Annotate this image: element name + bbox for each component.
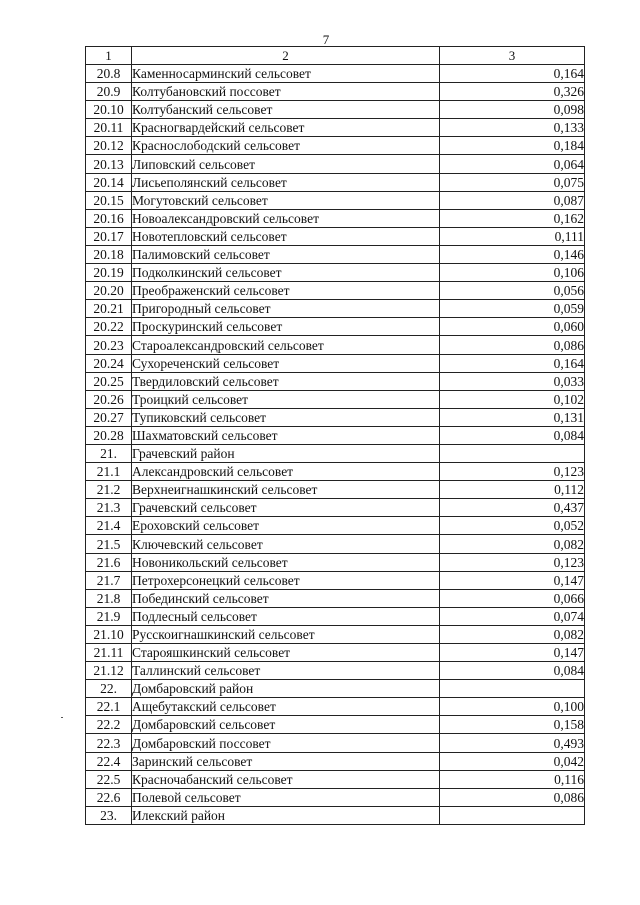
table-row bbox=[86, 589, 585, 607]
settlement-name: Таллинский сельсовет bbox=[132, 662, 440, 680]
settlement-name: Пригородный сельсовет bbox=[132, 300, 440, 318]
row-number: 21.2 bbox=[86, 481, 132, 499]
table-body bbox=[86, 47, 585, 825]
table-row bbox=[86, 372, 585, 390]
row-value: 0,084 bbox=[440, 426, 585, 444]
row-number: 22.4 bbox=[86, 752, 132, 770]
row-number: 20.20 bbox=[86, 282, 132, 300]
row-value: 0,059 bbox=[440, 300, 585, 318]
settlement-name: Тупиковский сельсовет bbox=[132, 408, 440, 426]
row-number: 21.7 bbox=[86, 571, 132, 589]
settlement-name: Грачевский сельсовет bbox=[132, 499, 440, 517]
table-row bbox=[86, 227, 585, 245]
row-value: 0,102 bbox=[440, 390, 585, 408]
header-col-3: 3 bbox=[440, 47, 585, 65]
row-number: 20.16 bbox=[86, 209, 132, 227]
row-value: 0,033 bbox=[440, 372, 585, 390]
row-value: 0,060 bbox=[440, 318, 585, 336]
table-row bbox=[86, 101, 585, 119]
table-row bbox=[86, 318, 585, 336]
row-number: 21.10 bbox=[86, 625, 132, 643]
row-number: 20.25 bbox=[86, 372, 132, 390]
row-number: 20.23 bbox=[86, 336, 132, 354]
row-value: 0,133 bbox=[440, 119, 585, 137]
settlement-name: Домбаровский сельсовет bbox=[132, 716, 440, 734]
table-row bbox=[86, 517, 585, 535]
settlement-name: Каменносарминский сельсовет bbox=[132, 65, 440, 83]
row-number: 20.27 bbox=[86, 408, 132, 426]
row-number: 22.2 bbox=[86, 716, 132, 734]
settlement-name: Заринский сельсовет bbox=[132, 752, 440, 770]
table-row bbox=[86, 336, 585, 354]
table-row bbox=[86, 209, 585, 227]
table-row bbox=[86, 83, 585, 101]
row-value: 0,084 bbox=[440, 662, 585, 680]
row-number: 21.9 bbox=[86, 607, 132, 625]
settlement-name: Проскуринский сельсовет bbox=[132, 318, 440, 336]
table-row bbox=[86, 300, 585, 318]
table-row bbox=[86, 191, 585, 209]
table-section-row bbox=[86, 444, 585, 462]
row-number: 20.19 bbox=[86, 264, 132, 282]
row-number: 20.11 bbox=[86, 119, 132, 137]
settlement-name: Лисьеполянский сельсовет bbox=[132, 173, 440, 191]
row-value bbox=[440, 806, 585, 824]
row-number: 21.4 bbox=[86, 517, 132, 535]
row-value: 0,147 bbox=[440, 571, 585, 589]
table-row bbox=[86, 734, 585, 752]
table-row bbox=[86, 65, 585, 83]
row-value bbox=[440, 444, 585, 462]
table-row bbox=[86, 173, 585, 191]
row-number: 20.17 bbox=[86, 227, 132, 245]
row-number: 21.3 bbox=[86, 499, 132, 517]
row-value: 0,493 bbox=[440, 734, 585, 752]
settlement-name: Новотепловский сельсовет bbox=[132, 227, 440, 245]
table-row bbox=[86, 644, 585, 662]
table-row bbox=[86, 426, 585, 444]
allocation-table bbox=[85, 46, 585, 825]
settlement-name: Подлесный сельсовет bbox=[132, 607, 440, 625]
row-value: 0,147 bbox=[440, 644, 585, 662]
row-value bbox=[440, 680, 585, 698]
settlement-name: Побединский сельсовет bbox=[132, 589, 440, 607]
row-value: 0,326 bbox=[440, 83, 585, 101]
row-number: 20.18 bbox=[86, 245, 132, 263]
table-row bbox=[86, 571, 585, 589]
table-section-row bbox=[86, 806, 585, 824]
table-row bbox=[86, 553, 585, 571]
table-row bbox=[86, 137, 585, 155]
row-value: 0,164 bbox=[440, 354, 585, 372]
settlement-name: Троицкий сельсовет bbox=[132, 390, 440, 408]
row-value: 0,082 bbox=[440, 535, 585, 553]
table-row bbox=[86, 535, 585, 553]
row-number: 20.21 bbox=[86, 300, 132, 318]
settlement-name: Новоникольский сельсовет bbox=[132, 553, 440, 571]
table-row bbox=[86, 119, 585, 137]
row-number: 21.1 bbox=[86, 463, 132, 481]
row-number: 22.1 bbox=[86, 698, 132, 716]
table-row bbox=[86, 752, 585, 770]
settlement-name: Преображенский сельсовет bbox=[132, 282, 440, 300]
row-value: 0,123 bbox=[440, 463, 585, 481]
row-value: 0,087 bbox=[440, 191, 585, 209]
settlement-name: Подколкинский сельсовет bbox=[132, 264, 440, 282]
row-number: 20.10 bbox=[86, 101, 132, 119]
row-value: 0,111 bbox=[440, 227, 585, 245]
table-row bbox=[86, 607, 585, 625]
header-col-2: 2 bbox=[132, 47, 440, 65]
settlement-name: Краснослободский сельсовет bbox=[132, 137, 440, 155]
table-row bbox=[86, 155, 585, 173]
table-section-row bbox=[86, 680, 585, 698]
settlement-name: Сухореченский сельсовет bbox=[132, 354, 440, 372]
row-number: 20.22 bbox=[86, 318, 132, 336]
settlement-name: Домбаровский поссовет bbox=[132, 734, 440, 752]
settlement-name: Верхнеигнашкинский сельсовет bbox=[132, 481, 440, 499]
settlement-name: Ключевский сельсовет bbox=[132, 535, 440, 553]
settlement-name: Могутовский сельсовет bbox=[132, 191, 440, 209]
row-value: 0,112 bbox=[440, 481, 585, 499]
header-col-1: 1 bbox=[86, 47, 132, 65]
row-value: 0,158 bbox=[440, 716, 585, 734]
table-header-row bbox=[86, 47, 585, 65]
table-row bbox=[86, 625, 585, 643]
margin-mark bbox=[61, 717, 63, 718]
row-value: 0,100 bbox=[440, 698, 585, 716]
row-number: 20.24 bbox=[86, 354, 132, 372]
settlement-name: Ащебутакский сельсовет bbox=[132, 698, 440, 716]
settlement-name: Староалександровский сельсовет bbox=[132, 336, 440, 354]
row-value: 0,164 bbox=[440, 65, 585, 83]
table-row bbox=[86, 770, 585, 788]
row-number: 20.9 bbox=[86, 83, 132, 101]
settlement-name: Русскоигнашкинский сельсовет bbox=[132, 625, 440, 643]
settlement-name: Шахматовский сельсовет bbox=[132, 426, 440, 444]
row-value: 0,082 bbox=[440, 625, 585, 643]
table-row bbox=[86, 716, 585, 734]
row-number: 23. bbox=[86, 806, 132, 824]
row-value: 0,116 bbox=[440, 770, 585, 788]
settlement-name: Колтубанский сельсовет bbox=[132, 101, 440, 119]
settlement-name: Твердиловский сельсовет bbox=[132, 372, 440, 390]
row-number: 22.3 bbox=[86, 734, 132, 752]
row-number: 20.12 bbox=[86, 137, 132, 155]
settlement-name: Полевой сельсовет bbox=[132, 788, 440, 806]
row-value: 0,123 bbox=[440, 553, 585, 571]
table-row bbox=[86, 354, 585, 372]
table-row bbox=[86, 481, 585, 499]
row-number: 20.8 bbox=[86, 65, 132, 83]
row-value: 0,075 bbox=[440, 173, 585, 191]
row-value: 0,098 bbox=[440, 101, 585, 119]
row-number: 20.26 bbox=[86, 390, 132, 408]
district-name: Грачевский район bbox=[132, 444, 440, 462]
row-value: 0,074 bbox=[440, 607, 585, 625]
row-value: 0,146 bbox=[440, 245, 585, 263]
row-number: 22.5 bbox=[86, 770, 132, 788]
row-value: 0,064 bbox=[440, 155, 585, 173]
table-row bbox=[86, 264, 585, 282]
row-value: 0,086 bbox=[440, 336, 585, 354]
row-value: 0,131 bbox=[440, 408, 585, 426]
row-value: 0,086 bbox=[440, 788, 585, 806]
settlement-name: Колтубановский поссовет bbox=[132, 83, 440, 101]
settlement-name: Новоалександровский сельсовет bbox=[132, 209, 440, 227]
row-number: 21.11 bbox=[86, 644, 132, 662]
table-row bbox=[86, 788, 585, 806]
row-value: 0,184 bbox=[440, 137, 585, 155]
row-number: 20.14 bbox=[86, 173, 132, 191]
table-row bbox=[86, 408, 585, 426]
row-value: 0,106 bbox=[440, 264, 585, 282]
settlement-name: Липовский сельсовет bbox=[132, 155, 440, 173]
settlement-name: Красночабанский сельсовет bbox=[132, 770, 440, 788]
settlement-name: Ероховский сельсовет bbox=[132, 517, 440, 535]
row-number: 20.28 bbox=[86, 426, 132, 444]
row-value: 0,052 bbox=[440, 517, 585, 535]
row-number: 20.15 bbox=[86, 191, 132, 209]
row-number: 20.13 bbox=[86, 155, 132, 173]
table-row bbox=[86, 390, 585, 408]
settlement-name: Петрохерсонецкий сельсовет bbox=[132, 571, 440, 589]
row-number: 21.6 bbox=[86, 553, 132, 571]
settlement-name: Красногвардейский сельсовет bbox=[132, 119, 440, 137]
row-number: 22.6 bbox=[86, 788, 132, 806]
settlement-name: Старояшкинский сельсовет bbox=[132, 644, 440, 662]
settlement-name: Александровский сельсовет bbox=[132, 463, 440, 481]
settlement-name: Палимовский сельсовет bbox=[132, 245, 440, 263]
row-number: 22. bbox=[86, 680, 132, 698]
table-row bbox=[86, 499, 585, 517]
district-name: Домбаровский район bbox=[132, 680, 440, 698]
row-number: 21.12 bbox=[86, 662, 132, 680]
row-value: 0,437 bbox=[440, 499, 585, 517]
table-row bbox=[86, 698, 585, 716]
row-value: 0,066 bbox=[440, 589, 585, 607]
page-number: 7 bbox=[322, 32, 330, 47]
row-value: 0,056 bbox=[440, 282, 585, 300]
table-row bbox=[86, 282, 585, 300]
row-number: 21.8 bbox=[86, 589, 132, 607]
row-value: 0,162 bbox=[440, 209, 585, 227]
table-row bbox=[86, 662, 585, 680]
district-name: Илекский район bbox=[132, 806, 440, 824]
row-number: 21. bbox=[86, 444, 132, 462]
row-value: 0,042 bbox=[440, 752, 585, 770]
table-row bbox=[86, 245, 585, 263]
row-number: 21.5 bbox=[86, 535, 132, 553]
table-row bbox=[86, 463, 585, 481]
